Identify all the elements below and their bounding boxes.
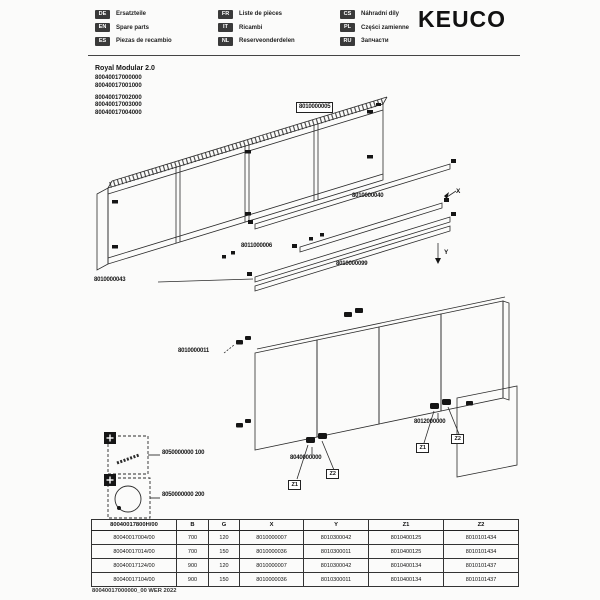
part-label-rail-left: 8011000006 [241,243,273,249]
cell-article: 80040017104/00 [92,573,177,587]
language-code-badge: RU [340,37,355,46]
part-label-rail-top: 8010000040 [352,193,384,199]
language-code-badge: CS [340,10,355,19]
article-number: 80040017001000 [95,82,142,89]
accessory-number-mirror: 8050000000 200 [162,492,205,498]
cell-b: 900 [177,559,209,573]
column-header-x: X [240,520,304,531]
language-label: Запчасти [361,38,389,44]
language-label: Reserveonderdelen [239,38,295,44]
cell-y: 8010300042 [304,531,369,545]
cell-y: 8010300042 [304,559,369,573]
column-header-g: G [209,520,240,531]
cell-x: 8010000036 [240,573,304,587]
part-label-rail-bottom: 8010000099 [336,261,368,267]
cell-article: 80040017014/00 [92,545,177,559]
rail-clip-marks [222,159,456,276]
article-number: 80040017004000 [95,110,142,117]
cell-article: 80040017004/00 [92,531,177,545]
language-label: Ersatzteile [116,11,147,17]
accessory-number-screw: 8050000000 100 [162,450,205,456]
cell-z1: 8010400125 [369,545,444,559]
cell-g: 120 [209,531,240,545]
cell-x: 8010000007 [240,531,304,545]
language-label: Liste de pièces [239,11,283,17]
column-header-b: B [177,520,209,531]
mirror-doors-drawing [224,297,517,479]
cell-z1: 8010400125 [369,531,444,545]
cell-x: 8010000007 [240,559,304,573]
table-row [92,573,519,587]
column-header-y: Y [304,520,369,531]
column-header-z1: Z1 [369,520,444,531]
part-label-cabinet: 8010000005 [296,102,333,113]
language-label: Náhradní díly [361,11,400,17]
language-code-badge: ES [95,37,110,46]
part-label-hinge-bottom: 8040000000 [290,455,322,461]
cell-z1: 8010400134 [369,573,444,587]
language-code-badge: NL [218,37,233,46]
cabinet-hinge-marks [112,103,384,249]
cell-z2: 8010101434 [444,545,519,559]
document-id: 80040017000000_00 WER 2022 [92,588,177,594]
accessory-box-screw [104,432,160,474]
cell-b: 700 [177,531,209,545]
column-header-article: 80040017800H/00 [92,520,177,531]
cell-y: 8010300011 [304,545,369,559]
article-number: 80040017002000 [95,94,142,101]
accessory-box-mirror [104,474,160,518]
variants-table [91,519,519,587]
table-row [92,559,519,573]
language-code-badge: FR [218,10,233,19]
language-code-badge: DE [95,10,110,19]
cell-z2: 8010101437 [444,573,519,587]
table-row [92,531,519,545]
cell-g: 150 [209,545,240,559]
product-name: Royal Modular 2.0 [95,65,155,72]
callout-z1-bottom: Z1 [288,480,301,490]
language-code-badge: PL [340,23,355,32]
rails-drawing [158,164,456,291]
table-header-row [92,520,519,531]
callout-z2-right: Z2 [451,434,464,444]
language-code-badge: IT [218,23,233,32]
table-row [92,545,519,559]
language-code-badge: EN [95,23,110,32]
cell-b: 900 [177,573,209,587]
axis-y-label: Y [444,249,449,256]
language-label: Części zamienne [361,24,410,31]
language-label: Piezas de recambio [116,38,172,44]
cell-z1: 8010400134 [369,559,444,573]
cell-z2: 8010101434 [444,531,519,545]
article-number: 80040017000000 [95,75,142,81]
cell-x: 8010000036 [240,545,304,559]
cell-y: 8010300011 [304,573,369,587]
keuco-logo: KEUCO [418,6,507,32]
language-label: Ricambi [239,24,263,31]
cell-article: 80040017124/00 [92,559,177,573]
part-label-rail-far-left: 8010000043 [94,277,126,283]
article-number: 80040017003000 [95,102,142,109]
axis-x-label: X [456,188,461,195]
part-label-hinge-right: 8012000000 [414,419,446,425]
callout-z2-bottom: Z2 [326,469,339,479]
cell-g: 150 [209,573,240,587]
cell-z2: 8010101437 [444,559,519,573]
language-label: Spare parts [116,24,150,31]
part-label-hinge-left: 8010000011 [178,348,210,354]
cell-b: 700 [177,545,209,559]
callout-z1-right: Z1 [416,443,429,453]
column-header-z2: Z2 [444,520,519,531]
cell-g: 120 [209,559,240,573]
